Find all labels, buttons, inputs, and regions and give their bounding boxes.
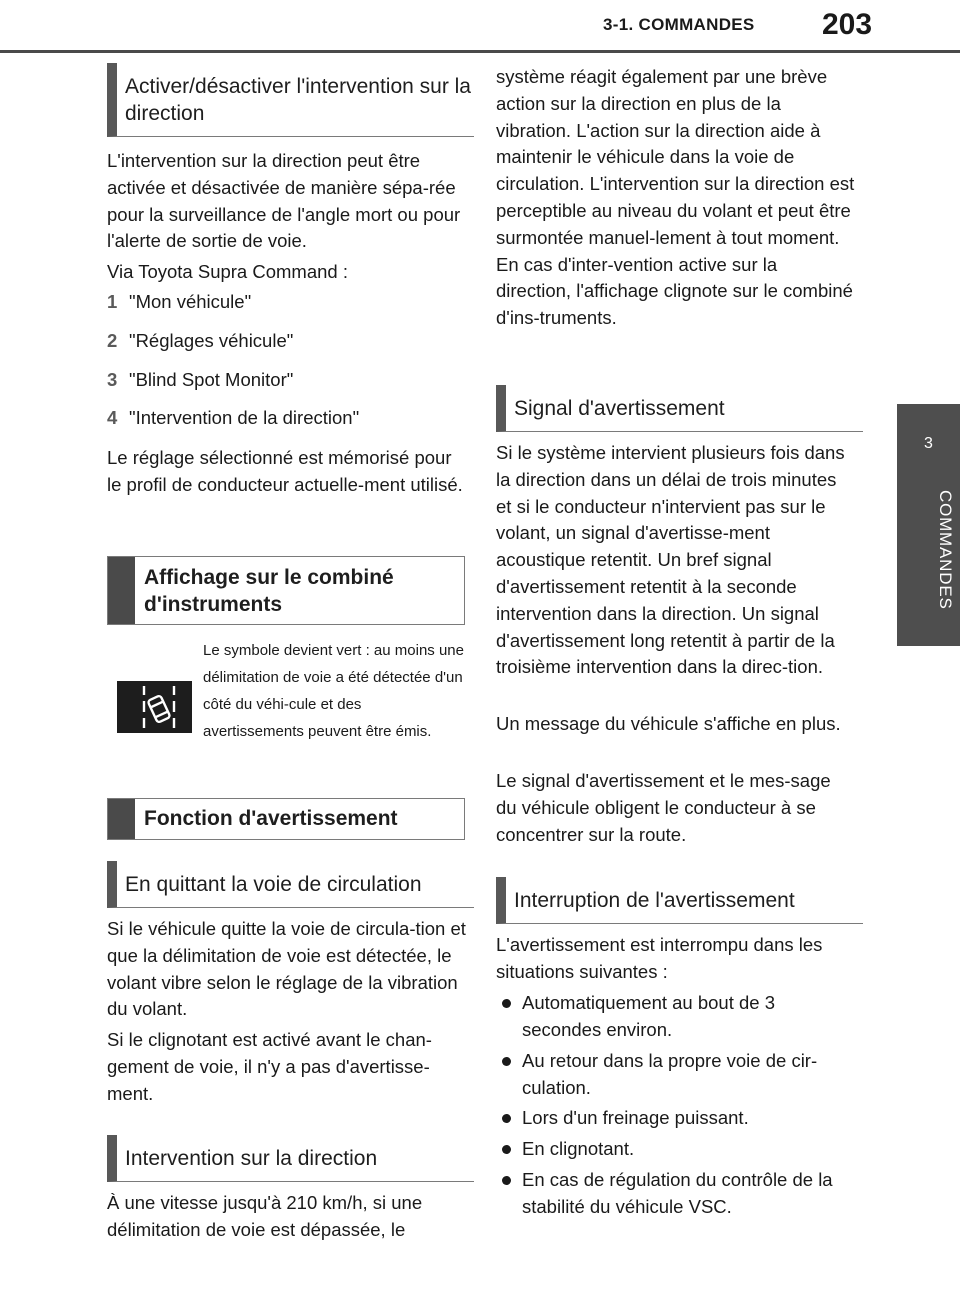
heading-text: Activer/désactiver l'intervention sur la direction [125,75,471,125]
heading-warning-interruption [496,877,863,924]
paragraph: système réagit également par une brève action sur la direction en plus de la vibration. L'action sur la direction aide à maintenir le véhicule dans la voie de circulation. L'intervention sur la direction est perceptible au niveau du volant et peut être surmontée manuel-lement à tout moment. En cas d'inter-vention active sur la direction, l'affichage clignote sur le combiné d'ins-truments. [496,66,855,329]
bullet-dot-icon [502,1176,511,1185]
section-title: 3-1. COMMANDES [603,15,755,34]
heading-instrument-display [107,556,465,625]
paragraph: Si le clignotant est activé avant le chan-gement de voie, il n'y a pas d'avertisse-ment. [107,1029,432,1104]
heading-text: Fonction d'avertissement [144,807,398,830]
step-item [107,329,293,353]
heading-text: Intervention sur la direction [125,1147,378,1170]
bullet-dot-icon [502,1145,511,1154]
lane-keeping-car-icon [117,681,192,733]
step-item [107,368,293,392]
chapter-number: 3 [924,435,933,452]
heading-text: En quittant la voie de circulation [125,873,422,896]
paragraph: Le réglage sélectionné est mémorisé pour le profil de conducteur actuelle-ment utilisé. [107,447,463,495]
heading-leaving-lane [107,861,474,908]
heading-text: Affichage sur le combiné d'instruments [144,566,394,616]
bullet-dot-icon [502,1057,511,1066]
step-item [107,290,251,314]
step-text: "Mon véhicule" [129,291,252,312]
paragraph: À une vitesse jusqu'à 210 km/h, si une délimitation de voie est dépassée, le [107,1192,423,1240]
step-number: 3 [107,369,118,390]
heading-activate-steering [107,63,474,137]
page-number: 203 [822,8,873,41]
chapter-label: COMMANDES [936,490,955,610]
step-text: "Intervention de la direction" [129,407,360,428]
step-number: 4 [107,407,118,428]
bullet-item: En clignotant. [496,1136,856,1163]
paragraph: L'avertissement est interrompu dans les situations suivantes : [496,934,823,982]
bullet-item: Au retour dans la propre voie de cir-culation. [496,1048,856,1102]
bullet-item: Lors d'un freinage puissant. [496,1105,856,1132]
paragraph: Le signal d'avertissement et le mes-sage du véhicule obligent le conducteur à se concentrer sur la route. [496,770,831,845]
paragraph: Un message du véhicule s'affiche en plus. [496,713,841,734]
bullet-item: Automatiquement au bout de 3 secondes environ. [496,990,856,1044]
bullet-dot-icon [502,1114,511,1123]
step-number: 2 [107,330,118,351]
heading-warning-function [107,798,465,840]
heading-warning-signal [496,385,863,432]
header-rule [0,50,960,53]
step-item [107,406,359,430]
heading-text: Interruption de l'avertissement [514,889,795,912]
heading-steering-intervention [107,1135,474,1182]
heading-text: Signal d'avertissement [514,397,725,420]
chapter-side-tab [897,404,960,646]
paragraph: Via Toyota Supra Command : [107,261,348,282]
paragraph: Si le système intervient plusieurs fois dans la direction dans un délai de trois minutes et si le conducteur n'intervient pas sur le volant, un signal d'avertisse-ment acoustique retentit. Un bref signal d'avertissement retentit à la seconde intervention dans la direction. Un signal d'avertissement long retentit à partir de la troisième intervention dans la direc-tion. [496,442,845,678]
bullet-item: En cas de régulation du contrôle de la stabilité du véhicule VSC. [496,1167,856,1221]
step-number: 1 [107,291,118,312]
symbol-description: Le symbole devient vert : au moins une délimitation de voie a été détectée d'un côté du véhi-cule et des avertissements peuvent être émis. [203,642,464,740]
paragraph: L'intervention sur la direction peut être activée et désactivée de manière sépa-rée pour la surveillance de l'angle mort ou pour l'alerte de sortie de voie. [107,150,461,252]
paragraph: Si le véhicule quitte la voie de circula-tion et que la délimitation de voie est détectée, le volant vibre selon le réglage de la vibration du volant. [107,918,466,1020]
step-text: "Blind Spot Monitor" [129,369,294,390]
bullet-dot-icon [502,999,511,1008]
step-text: "Réglages véhicule" [129,330,294,351]
